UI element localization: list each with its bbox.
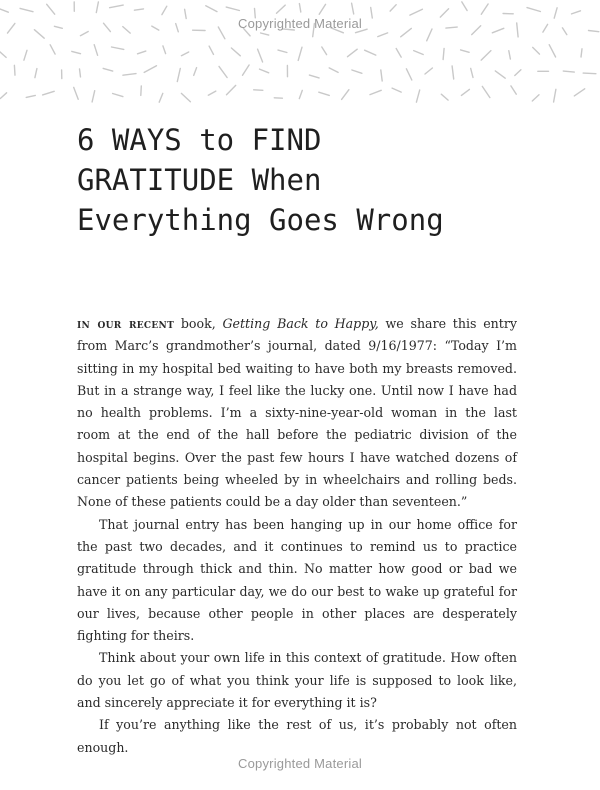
confetti-dash — [92, 91, 95, 102]
book-title: Getting Back to Happy, — [222, 316, 379, 331]
confetti-dash — [243, 65, 250, 75]
confetti-dash — [50, 45, 55, 54]
confetti-dash — [260, 69, 269, 73]
confetti-dash — [509, 51, 511, 59]
title-line-1: 6 WAYS to FIND — [77, 123, 322, 157]
confetti-dash — [112, 47, 124, 49]
confetti-dash — [231, 48, 240, 56]
confetti-dash — [208, 91, 216, 95]
copyright-watermark-top: Copyrighted Material — [238, 16, 362, 31]
confetti-dash — [177, 68, 180, 81]
confetti-dash — [261, 33, 269, 35]
confetti-dash — [452, 66, 454, 79]
confetti-dash — [443, 48, 444, 59]
confetti-dash — [482, 86, 490, 97]
paragraph-3: Think about your own life in this context of gratitude. How often do you let go of what you think your life is supposed to look like, and sincerely appreciate it for everything it is? — [77, 650, 517, 711]
paragraph-4: If you’re anything like the rest of us, it’s probably not often enough. — [77, 717, 517, 755]
confetti-dash — [110, 5, 124, 8]
confetti-dash — [141, 86, 142, 95]
confetti-dash — [254, 90, 263, 91]
confetti-dash — [209, 46, 213, 54]
confetti-dash — [495, 71, 505, 78]
confetti-dash — [26, 95, 35, 97]
confetti-dash — [278, 50, 287, 52]
confetti-dash — [72, 51, 81, 53]
confetti-dash — [123, 74, 136, 76]
paragraph-1 — [77, 313, 517, 514]
confetti-dash — [227, 85, 236, 94]
confetti-dash — [0, 93, 6, 99]
confetti-dash — [138, 51, 146, 54]
confetti-dash — [392, 88, 401, 92]
confetti-dash — [461, 89, 469, 95]
confetti-dash — [381, 70, 382, 81]
confetti-dash — [515, 70, 521, 76]
confetti-dash — [406, 69, 411, 80]
confetti-dash — [163, 46, 166, 54]
confetti-dash — [549, 45, 555, 57]
confetti-dash — [410, 9, 423, 15]
confetti-dash — [511, 86, 516, 94]
confetti-dash — [352, 3, 354, 14]
confetti-dash — [471, 68, 473, 77]
confetti-dash — [80, 69, 81, 77]
confetti-dash — [414, 51, 424, 55]
confetti-dash — [441, 94, 448, 100]
confetti-dash — [299, 4, 300, 12]
body-text — [77, 313, 517, 759]
paragraph-1-rest: we share this entry from Marc’s grandmother’s journal, dated 9/16/1977: “Today I’m sitting in my hospital bed waiting to have both my breasts removed. But in a strange way, I feel like the lucky one. Until now I have had no health problems. I’m a sixty-nine-year-old woman in the last room at the end of the hall before the pediatric division of the hospital begins. Over the past few hours I have watched dozens of cancer patients being wheeled by in wheelchairs and rolling beds. None of these patients could be a day older than seventeen.” — [77, 316, 517, 510]
confetti-dash — [144, 66, 156, 73]
confetti-dash — [563, 71, 574, 72]
confetti-dash — [24, 50, 27, 60]
confetti-dash — [572, 11, 581, 14]
title-line-3: Everything Goes Wrong — [77, 203, 444, 237]
confetti-dash — [370, 90, 381, 94]
confetti-dash — [219, 66, 227, 77]
confetti-dash — [425, 68, 432, 74]
confetti-dash — [322, 47, 327, 55]
confetti-dash — [181, 93, 190, 101]
chapter-title — [77, 120, 577, 240]
confetti-dash — [532, 95, 539, 101]
confetti-dash — [94, 45, 97, 56]
confetti-dash — [581, 49, 582, 57]
confetti-dash — [80, 32, 88, 36]
copyright-watermark-bottom: Copyrighted Material — [238, 756, 362, 771]
confetti-dash — [342, 90, 349, 100]
confetti-dash — [462, 2, 467, 11]
confetti-dash — [113, 94, 123, 97]
confetti-dash — [390, 5, 396, 11]
confetti-dash — [461, 50, 470, 52]
confetti-dash — [481, 51, 491, 61]
confetti-dash — [352, 70, 362, 73]
confetti-dash — [103, 68, 113, 71]
confetti-dash — [329, 68, 338, 73]
confetti-dash — [481, 4, 488, 14]
confetti-dash — [43, 91, 55, 95]
confetti-dash — [365, 50, 376, 55]
confetti-dash — [206, 6, 217, 12]
confetti-dash — [162, 6, 167, 14]
confetti-dash — [319, 4, 325, 14]
confetti-dash — [74, 87, 79, 99]
confetti-dash — [194, 68, 197, 76]
confetti-dash — [96, 2, 98, 13]
paragraph-1-pre: book, — [174, 316, 223, 331]
confetti-dash — [533, 47, 540, 54]
confetti-dash — [319, 92, 330, 95]
confetti-dash — [47, 4, 55, 14]
lead-in: in our recent — [77, 316, 175, 331]
confetti-dash — [181, 52, 188, 56]
confetti-dash — [0, 9, 8, 12]
confetti-dash — [299, 90, 302, 98]
confetti-dash — [416, 90, 419, 102]
paragraph-2: That journal entry has been hanging up in our home office for the past two decades, and it continues to remind us to practice gratitude through thick and thin. No matter how good or bad we have it on any particular day, we do our best to wake up grateful for our lives, because other people in other places are desperately fighting for theirs. — [77, 516, 517, 644]
title-line-2: GRATITUDE When — [77, 163, 322, 197]
confetti-dash — [396, 49, 401, 58]
confetti-dash — [583, 73, 596, 74]
confetti-dash — [277, 5, 286, 13]
confetti-dash — [378, 33, 388, 37]
confetti-dash — [35, 69, 37, 78]
confetti-dash — [348, 49, 358, 57]
confetti-dash — [14, 65, 15, 75]
confetti-dash — [159, 93, 163, 102]
confetti-dash — [527, 8, 540, 12]
confetti-dash — [554, 89, 556, 102]
confetti-dash — [309, 75, 319, 78]
confetti-dash — [574, 89, 584, 96]
confetti-dash — [0, 49, 6, 57]
confetti-dash — [226, 7, 239, 10]
confetti-dash — [134, 9, 143, 10]
confetti-dash — [298, 47, 302, 60]
confetti-dash — [258, 49, 263, 62]
confetti-dash — [20, 8, 33, 11]
